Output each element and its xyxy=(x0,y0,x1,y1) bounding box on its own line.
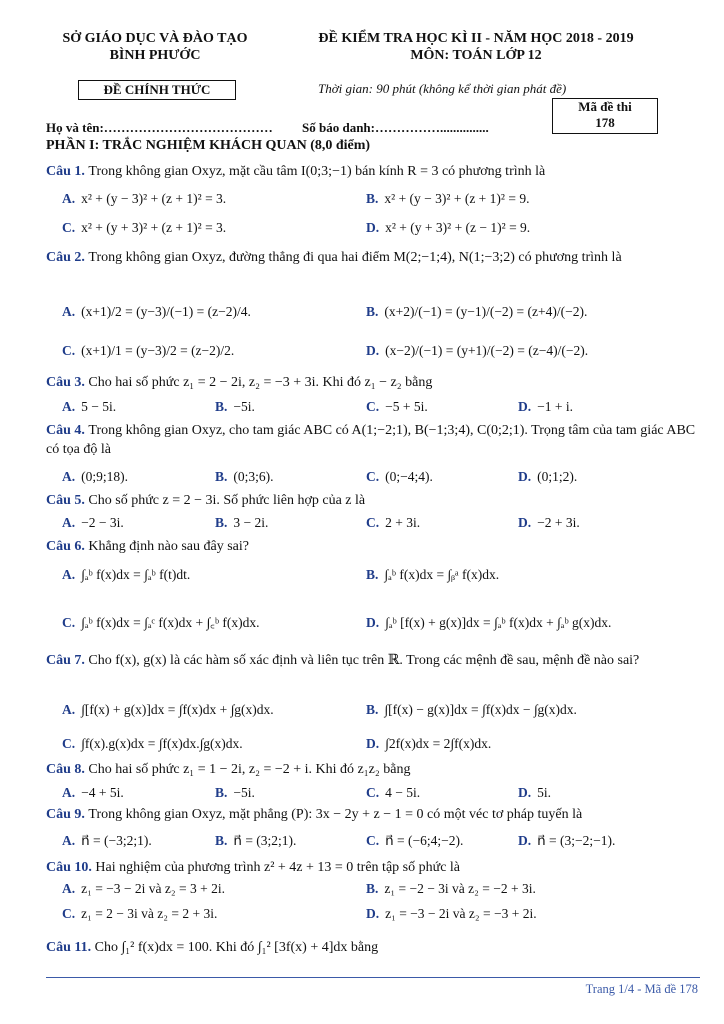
exam-title xyxy=(276,30,676,64)
option-text: z₁ = 2 − 3i và z₂ = 2 + 3i. xyxy=(81,906,218,921)
exam-code-value: 178 xyxy=(595,115,615,130)
option-key: C. xyxy=(366,515,380,530)
option-key: B. xyxy=(215,515,228,530)
option-key: D. xyxy=(366,343,380,358)
question-text: Cho số phức z = 2 − 3i. Số phức liên hợp của z là xyxy=(88,493,366,508)
option-key: D. xyxy=(518,833,532,848)
question-text: Trong không gian Oxyz, đường thẳng đi qua hai điểm M(2;−1;4), N(1;−3;2) có phương trình là xyxy=(88,250,622,265)
question-text: Trong không gian Oxyz, mặt phẳng (P): 3x − 2y + z − 1 = 0 có một véc tơ pháp tuyến là xyxy=(88,807,583,822)
option-text: −5i. xyxy=(233,785,255,800)
question-11 xyxy=(46,938,700,957)
question-text: Cho ∫₁² f(x)dx = 100. Khi đó ∫₁² [3f(x) + 4]dx bằng xyxy=(94,940,379,955)
option-key: A. xyxy=(62,567,76,582)
option-text: ∫ₐᵇ f(x)dx = ∫ᵦᵃ f(x)dx. xyxy=(384,567,500,582)
option-text: x² + (y + 3)² + (z + 1)² = 3. xyxy=(81,220,227,235)
option-key: C. xyxy=(366,785,380,800)
option-text: (0;3;6). xyxy=(233,469,274,484)
option-text: ∫ₐᵇ [f(x) + g(x)]dx = ∫ₐᵇ f(x)dx + ∫ₐᵇ g(x)dx. xyxy=(385,615,612,630)
option-key: B. xyxy=(215,833,228,848)
option-key: C. xyxy=(62,220,76,235)
option-key: A. xyxy=(62,702,76,717)
option-c xyxy=(62,342,234,360)
id-field-label: Số báo danh:……………............... xyxy=(302,120,489,135)
question-label: Câu 6. xyxy=(46,539,89,554)
question-label: Câu 3. xyxy=(46,375,89,390)
option-key: B. xyxy=(366,567,379,582)
option-key: A. xyxy=(62,304,76,319)
option-text: ∫2f(x)dx = 2∫f(x)dx. xyxy=(385,736,492,751)
option-b xyxy=(215,784,255,802)
option-c xyxy=(366,514,420,532)
question-8 xyxy=(46,760,700,779)
question-6 xyxy=(46,537,700,556)
option-b xyxy=(366,303,587,321)
question-text: Khẳng định nào sau đây sai? xyxy=(88,539,249,554)
option-text: (0;1;2). xyxy=(537,469,578,484)
option-key: C. xyxy=(366,469,380,484)
option-key: D. xyxy=(518,399,532,414)
option-key: D. xyxy=(366,615,380,630)
question-text: Trong không gian Oxyz, cho tam giác ABC có A(1;−2;1), B(−1;3;4), C(0;2;1). Trọng tâm của tam giác ABC có tọa độ là xyxy=(46,423,696,457)
option-key: D. xyxy=(518,785,532,800)
option-a xyxy=(62,468,128,486)
time-note: Thời gian: 90 phút (không kể thời gian phát đề) xyxy=(318,81,567,96)
question-text: Cho hai số phức z₁ = 2 − 2i, z₂ = −3 + 3i. Khi đó z₁ − z₂ bằng xyxy=(88,375,433,390)
option-text: ∫[f(x) − g(x)]dx = ∫f(x)dx − ∫g(x)dx. xyxy=(384,702,577,717)
option-text: (x+1)/1 = (y−3)/2 = (z−2)/2. xyxy=(81,343,235,358)
option-key: A. xyxy=(62,469,76,484)
option-text: z₁ = −3 − 2i và z₂ = 3 + 2i. xyxy=(81,881,225,896)
option-text: n⃗ = (−3;2;1). xyxy=(81,833,152,848)
option-c xyxy=(62,905,217,923)
question-4 xyxy=(46,421,700,459)
question-label: Câu 1. xyxy=(46,164,89,179)
option-key: C. xyxy=(62,736,76,751)
option-d xyxy=(366,342,588,360)
option-c xyxy=(62,614,260,632)
option-key: D. xyxy=(366,736,380,751)
option-a xyxy=(62,880,225,898)
option-key: A. xyxy=(62,191,76,206)
question-1 xyxy=(46,162,700,181)
question-label: Câu 9. xyxy=(46,807,89,822)
option-c xyxy=(62,219,226,237)
option-text: 4 − 5i. xyxy=(385,785,421,800)
option-key: B. xyxy=(366,881,379,896)
option-d xyxy=(366,219,530,237)
question-label: Câu 10. xyxy=(46,860,96,875)
option-key: A. xyxy=(62,515,76,530)
option-text: −2 + 3i. xyxy=(537,515,580,530)
footer-divider xyxy=(46,977,700,978)
question-2 xyxy=(46,248,700,267)
option-d xyxy=(518,398,573,416)
option-c xyxy=(366,832,463,850)
option-text: ∫f(x).g(x)dx = ∫f(x)dx.∫g(x)dx. xyxy=(81,736,243,751)
option-key: D. xyxy=(518,515,532,530)
option-a xyxy=(62,303,251,321)
option-key: B. xyxy=(215,399,228,414)
option-text: n⃗ = (3;−2;−1). xyxy=(537,833,616,848)
option-text: n⃗ = (−6;4;−2). xyxy=(385,833,464,848)
option-text: −5i. xyxy=(233,399,255,414)
option-a xyxy=(62,398,116,416)
option-text: 3 − 2i. xyxy=(233,515,269,530)
option-c xyxy=(366,468,433,486)
option-key: D. xyxy=(518,469,532,484)
option-key: C. xyxy=(366,399,380,414)
option-key: A. xyxy=(62,881,76,896)
option-d xyxy=(366,905,537,923)
option-b xyxy=(366,880,536,898)
option-key: B. xyxy=(215,785,228,800)
question-label: Câu 7. xyxy=(46,653,89,668)
option-c xyxy=(366,398,428,416)
option-text: ∫ₐᵇ f(x)dx = ∫ₐᵇ f(t)dt. xyxy=(81,567,191,582)
option-key: C. xyxy=(62,615,76,630)
option-text: ∫ₐᵇ f(x)dx = ∫ₐᶜ f(x)dx + ∫꜀ᵇ f(x)dx. xyxy=(81,615,260,630)
dept-name xyxy=(40,30,270,64)
option-b xyxy=(215,468,274,486)
question-3 xyxy=(46,373,700,392)
option-b xyxy=(366,190,529,208)
option-key: B. xyxy=(366,702,379,717)
exam-code-label: Mã đề thi xyxy=(578,99,632,114)
option-key: A. xyxy=(62,833,76,848)
option-a xyxy=(62,784,124,802)
page-footer: Trang 1/4 - Mã đề 178 xyxy=(585,982,698,996)
option-key: C. xyxy=(366,833,380,848)
option-d xyxy=(366,614,611,632)
option-b xyxy=(366,566,499,584)
option-d xyxy=(366,735,491,753)
option-text: 5i. xyxy=(537,785,552,800)
option-text: (x−2)/(−1) = (y+1)/(−2) = (z−4)/(−2). xyxy=(385,343,589,358)
option-b xyxy=(215,832,296,850)
option-a xyxy=(62,566,190,584)
option-text: (0;9;18). xyxy=(81,469,128,484)
option-text: x² + (y + 3)² + (z − 1)² = 9. xyxy=(385,220,531,235)
option-d xyxy=(518,468,577,486)
option-a xyxy=(62,190,226,208)
exam-code-box xyxy=(552,98,658,134)
name-field-label: Họ và tên:………………………………… xyxy=(46,120,273,135)
option-key: C. xyxy=(62,343,76,358)
option-text: −1 + i. xyxy=(537,399,573,414)
option-text: n⃗ = (3;2;1). xyxy=(233,833,297,848)
dept-line2: BÌNH PHƯỚC xyxy=(109,48,201,63)
option-text: ∫[f(x) + g(x)]dx = ∫f(x)dx + ∫g(x)dx. xyxy=(81,702,274,717)
option-a xyxy=(62,701,274,719)
question-label: Câu 8. xyxy=(46,762,89,777)
option-text: (x+2)/(−1) = (y−1)/(−2) = (z+4)/(−2). xyxy=(384,304,588,319)
question-9 xyxy=(46,805,700,824)
option-text: −2 − 3i. xyxy=(81,515,124,530)
dept-line1: SỞ GIÁO DỤC VÀ ĐÀO TẠO xyxy=(62,31,248,46)
official-label: ĐỀ CHÍNH THỨC xyxy=(103,82,211,97)
option-text: x² + (y − 3)² + (z + 1)² = 3. xyxy=(81,191,227,206)
question-text: Cho f(x), g(x) là các hàm số xác định và liên tục trên ℝ. Trong các mệnh đề sau, mệnh đề nào sai? xyxy=(88,653,640,668)
question-5 xyxy=(46,491,700,510)
question-label: Câu 11. xyxy=(46,940,95,955)
option-text: z₁ = −3 − 2i và z₂ = −3 + 2i. xyxy=(385,906,537,921)
id-field xyxy=(302,120,489,136)
exam-line1: ĐỀ KIỂM TRA HỌC KÌ II - NĂM HỌC 2018 - 2019 xyxy=(318,31,634,46)
option-text: z₁ = −2 − 3i và z₂ = −2 + 3i. xyxy=(384,881,536,896)
option-a xyxy=(62,514,124,532)
option-key: A. xyxy=(62,399,76,414)
option-text: x² + (y − 3)² + (z + 1)² = 9. xyxy=(384,191,530,206)
option-b xyxy=(215,514,268,532)
question-label: Câu 4. xyxy=(46,423,89,438)
option-key: B. xyxy=(215,469,228,484)
question-text: Cho hai số phức z₁ = 1 − 2i, z₂ = −2 + i. Khi đó z₁z₂ bằng xyxy=(88,762,411,777)
option-a xyxy=(62,832,152,850)
option-key: B. xyxy=(366,304,379,319)
official-box xyxy=(78,80,236,100)
option-text: (x+1)/2 = (y−3)/(−1) = (z−2)/4. xyxy=(81,304,251,319)
question-text: Trong không gian Oxyz, mặt cầu tâm I(0;3;−1) bán kính R = 3 có phương trình là xyxy=(88,164,546,179)
option-text: 5 − 5i. xyxy=(81,399,117,414)
option-c xyxy=(366,784,420,802)
question-text: Hai nghiệm của phương trình z² + 4z + 13 = 0 trên tập số phức là xyxy=(95,860,461,875)
option-text: 2 + 3i. xyxy=(385,515,421,530)
question-label: Câu 5. xyxy=(46,493,89,508)
option-d xyxy=(518,784,551,802)
option-text: −5 + 5i. xyxy=(385,399,428,414)
section-title: PHẦN I: TRẮC NGHIỆM KHÁCH QUAN (8,0 điểm) xyxy=(46,138,371,153)
option-b xyxy=(215,398,255,416)
option-key: A. xyxy=(62,785,76,800)
name-field xyxy=(46,120,273,136)
option-text: −4 + 5i. xyxy=(81,785,124,800)
option-c xyxy=(62,735,243,753)
question-7 xyxy=(46,651,700,670)
option-d xyxy=(518,832,615,850)
question-10 xyxy=(46,858,700,877)
option-key: D. xyxy=(366,906,380,921)
exam-line2: MÔN: TOÁN LỚP 12 xyxy=(410,48,542,63)
option-key: C. xyxy=(62,906,76,921)
option-b xyxy=(366,701,577,719)
option-key: D. xyxy=(366,220,380,235)
question-label: Câu 2. xyxy=(46,250,89,265)
option-key: B. xyxy=(366,191,379,206)
option-d xyxy=(518,514,580,532)
option-text: (0;−4;4). xyxy=(385,469,433,484)
